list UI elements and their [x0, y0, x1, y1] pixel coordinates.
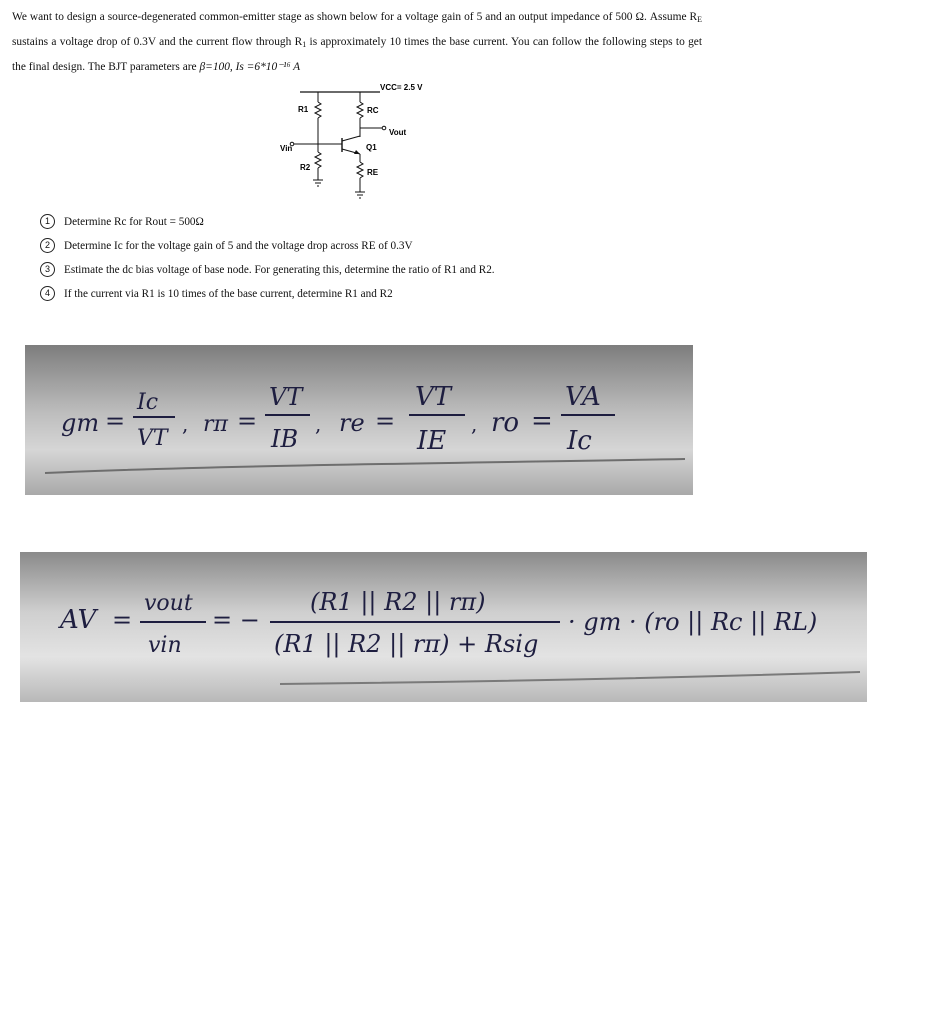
gain-numerator: (R1 || R2 || rπ) [310, 588, 486, 616]
gain-tail: · gm · (ro || Rc || RL) [568, 608, 818, 636]
vin-label: Vin [280, 144, 293, 153]
vt-symbol-2: VT [269, 383, 303, 411]
step-number: 4 [40, 286, 55, 301]
step-text: Determine Rc for Rout = 500Ω [64, 216, 204, 228]
re-symbol: re [339, 409, 365, 437]
svg-text:=: = [237, 407, 258, 435]
step-item [40, 210, 495, 234]
step-text: Determine Ic for the voltage gain of 5 and the voltage drop across RE of 0.3V [64, 240, 413, 252]
problem-statement [12, 6, 702, 78]
step-number: 1 [40, 214, 55, 229]
re-label: RE [367, 168, 379, 177]
step-number: 3 [40, 262, 55, 277]
step-item [40, 258, 495, 282]
formula-small-signal [25, 345, 693, 495]
problem-text-1: We want to design a source-degenerated common-emitter stage as shown below for a voltage gain of 5 and an output impedance of 500 Ω. Assume R [12, 11, 698, 23]
formula-photo-small-signal [25, 345, 693, 495]
vt-symbol-3: VT [415, 382, 452, 412]
gain-denominator: (R1 || R2 || rπ) + Rsig [274, 630, 539, 658]
steps-list [40, 210, 495, 306]
problem-text-2: sustains a voltage drop of 0.3V and the current flow through R [12, 36, 303, 48]
svg-text:=: = [112, 606, 133, 634]
svg-text:,: , [471, 412, 478, 436]
vout-label: Vout [389, 128, 407, 137]
svg-text:= −: = − [212, 606, 260, 634]
ie-symbol: IE [417, 426, 447, 456]
av-symbol: AV [60, 605, 97, 635]
subscript-1: 1 [302, 40, 307, 49]
formula-photo-voltage-gain [20, 552, 867, 702]
ro-symbol: ro [491, 408, 520, 438]
vout-symbol: vout [144, 591, 193, 616]
rc-label: RC [367, 106, 379, 115]
step-item [40, 282, 495, 306]
gm-symbol: gm [61, 409, 100, 437]
step-text: Estimate the dc bias voltage of base node. For generating this, determine the ratio of R1 and R2. [64, 264, 495, 276]
ic-symbol: Ic [137, 390, 159, 415]
va-symbol: VA [565, 382, 601, 412]
vcc-label: VCC= 2.5 V [380, 83, 423, 92]
subscript-e: E [697, 15, 702, 24]
svg-text:=: = [531, 406, 553, 436]
r2-label: R2 [300, 163, 311, 172]
step-item [40, 234, 495, 258]
step-number: 2 [40, 238, 55, 253]
ic-symbol-2: Ic [567, 426, 592, 456]
ib-symbol: IB [271, 425, 299, 453]
svg-text:=: = [105, 407, 126, 435]
rpi-symbol: rπ [203, 412, 228, 437]
svg-text:=: = [375, 407, 396, 435]
formula-voltage-gain [20, 552, 867, 702]
problem-text-3: is approximately 10 times the base current. You can follow the following steps to get the final design. The BJT parameters are [12, 36, 703, 73]
r1-label: R1 [298, 105, 309, 114]
bjt-parameters: β=100, Is =6*10⁻¹⁶ A [199, 61, 301, 73]
svg-text:,: , [315, 412, 322, 436]
q1-label: Q1 [366, 143, 377, 152]
circuit-diagram [270, 80, 450, 210]
vin-symbol: vin [148, 633, 182, 658]
vt-symbol: VT [137, 426, 168, 451]
step-text: If the current via R1 is 10 times of the base current, determine R1 and R2 [64, 288, 393, 300]
svg-text:,: , [182, 412, 189, 436]
